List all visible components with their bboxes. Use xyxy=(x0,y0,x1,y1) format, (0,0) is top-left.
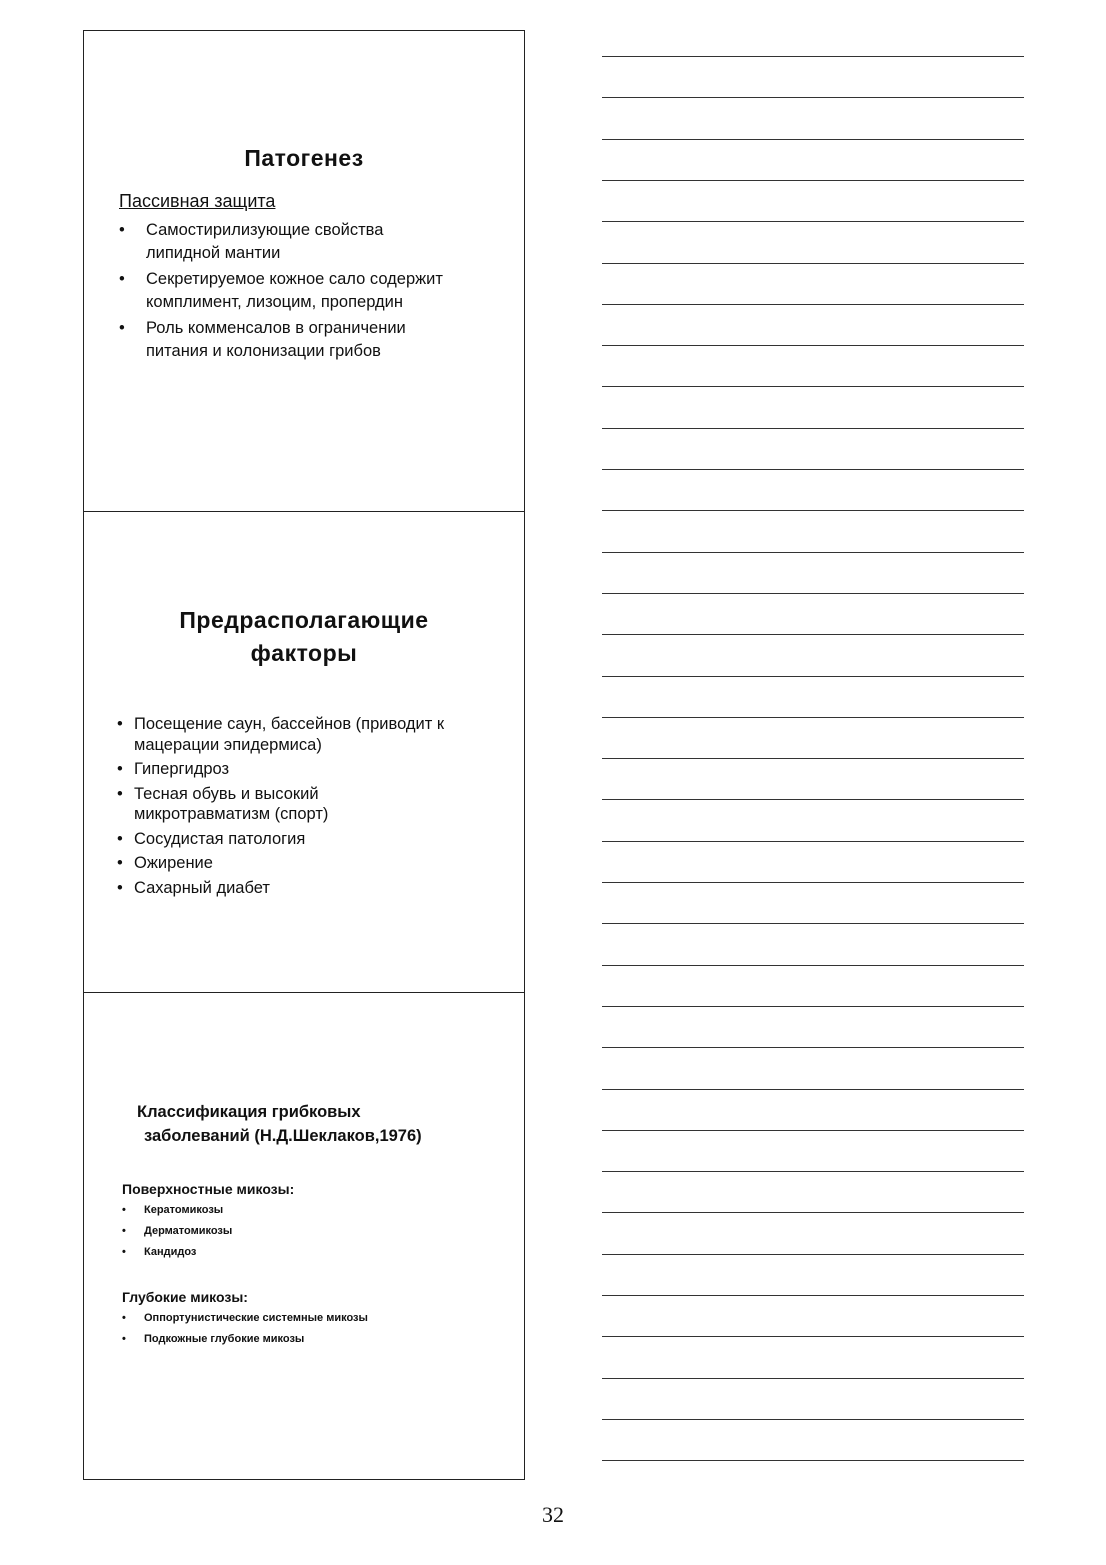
list-item-line: Тесная обувь и высокий xyxy=(134,784,319,803)
note-line xyxy=(602,799,1024,800)
note-line xyxy=(602,1130,1024,1131)
list-item xyxy=(117,878,507,899)
note-line xyxy=(602,1212,1024,1213)
bullet-icon: • xyxy=(122,1225,126,1237)
list-item xyxy=(116,317,496,363)
bullet-icon: • xyxy=(117,715,123,733)
list-item xyxy=(120,1329,368,1350)
bullet-icon: • xyxy=(119,319,125,337)
note-line xyxy=(602,552,1024,553)
list-item xyxy=(116,219,496,265)
list-item xyxy=(117,829,507,850)
list-item-line: Сахарный диабет xyxy=(134,878,270,897)
note-line xyxy=(602,634,1024,635)
list-item-label: Дерматомикозы xyxy=(144,1225,233,1237)
list-item-line: мацерации эпидермиса) xyxy=(134,735,322,754)
list-item-line: Самостирилизующие свойства xyxy=(146,221,384,239)
bullet-icon: • xyxy=(122,1204,126,1216)
list-item xyxy=(117,784,507,825)
slide-title-line: Предрасполагающие xyxy=(179,607,429,633)
list-item xyxy=(120,1200,232,1221)
bullet-icon: • xyxy=(117,829,123,848)
slide-pathogenesis xyxy=(84,31,524,511)
note-line xyxy=(602,1171,1024,1172)
note-line xyxy=(602,758,1024,759)
list-item-label: Кератомикозы xyxy=(144,1204,224,1216)
bullet-list xyxy=(117,714,507,902)
note-line xyxy=(602,717,1024,718)
bullet-icon: • xyxy=(119,270,125,288)
bullet-list xyxy=(116,219,496,366)
note-line xyxy=(602,841,1024,842)
list-item-line: Посещение саун, бассейнов (приводит к xyxy=(134,715,445,733)
list-item-label: Кандидоз xyxy=(144,1246,197,1258)
note-line xyxy=(602,345,1024,346)
group-title-deep: Глубокие микозы: xyxy=(122,1289,248,1305)
list-item-label: Подкожные глубокие микозы xyxy=(144,1333,305,1345)
note-line xyxy=(602,221,1024,222)
note-line xyxy=(602,428,1024,429)
bullet-icon: • xyxy=(117,760,123,778)
list-item xyxy=(120,1242,232,1263)
group-title-superficial: Поверхностные микозы: xyxy=(122,1181,295,1197)
slide-predisposing-factors xyxy=(84,511,524,992)
bullet-icon: • xyxy=(119,221,125,239)
bullet-list-deep xyxy=(120,1308,368,1350)
note-line xyxy=(602,1460,1024,1461)
note-line xyxy=(602,593,1024,594)
list-item xyxy=(116,268,496,314)
list-item-line: Ожирение xyxy=(134,854,213,872)
note-line xyxy=(602,1378,1024,1379)
note-line xyxy=(602,882,1024,883)
note-line xyxy=(602,469,1024,470)
note-line xyxy=(602,1047,1024,1048)
list-item-line: комплимент, лизоцим, пропердин xyxy=(146,293,403,311)
note-line xyxy=(602,56,1024,57)
list-item-line: питания и колонизации грибов xyxy=(146,342,381,360)
bullet-icon: • xyxy=(117,784,123,803)
slide-title xyxy=(137,1100,422,1148)
note-line xyxy=(602,263,1024,264)
slide-subtitle: Пассивная защита xyxy=(119,191,276,211)
bullet-list-superficial xyxy=(120,1200,232,1263)
list-item xyxy=(117,759,507,780)
note-line xyxy=(602,1295,1024,1296)
list-item xyxy=(120,1221,232,1242)
slide-title: Патогенез xyxy=(244,145,364,171)
note-line xyxy=(602,1006,1024,1007)
note-line xyxy=(602,139,1024,140)
list-item-line: липидной мантии xyxy=(146,244,281,262)
note-line xyxy=(602,1336,1024,1337)
list-item xyxy=(117,853,507,874)
note-line xyxy=(602,923,1024,924)
slide-title xyxy=(84,604,524,670)
note-line xyxy=(602,386,1024,387)
slide-title-line: Классификация грибковых xyxy=(137,1103,361,1121)
list-item-line: Гипергидроз xyxy=(134,760,230,778)
list-item xyxy=(117,714,507,755)
note-line xyxy=(602,97,1024,98)
bullet-icon: • xyxy=(117,854,123,872)
slides-frame xyxy=(83,30,525,1480)
note-line xyxy=(602,180,1024,181)
slide-classification xyxy=(84,992,524,1479)
list-item-line: Роль комменсалов в ограничении xyxy=(146,319,406,337)
bullet-icon: • xyxy=(122,1312,126,1324)
note-line xyxy=(602,1089,1024,1090)
notes-lines-area xyxy=(602,0,1024,1500)
list-item-line: Секретируемое кожное сало содержит xyxy=(146,270,443,288)
note-line xyxy=(602,676,1024,677)
list-item-line: Сосудистая патология xyxy=(134,829,306,848)
note-line xyxy=(602,304,1024,305)
note-line xyxy=(602,510,1024,511)
slide-title-line: факторы xyxy=(250,640,358,666)
list-item-line: микротравматизм (спорт) xyxy=(134,805,329,823)
page-number: 32 xyxy=(542,1502,564,1527)
list-item xyxy=(120,1308,368,1329)
note-line xyxy=(602,965,1024,966)
list-item-label: Оппортунистические системные микозы xyxy=(144,1312,368,1324)
note-line xyxy=(602,1419,1024,1420)
note-line xyxy=(602,1254,1024,1255)
slide-title-line: заболеваний (Н.Д.Шеклаков,1976) xyxy=(144,1127,422,1145)
bullet-icon: • xyxy=(122,1333,126,1345)
bullet-icon: • xyxy=(117,878,123,897)
bullet-icon: • xyxy=(122,1246,126,1258)
